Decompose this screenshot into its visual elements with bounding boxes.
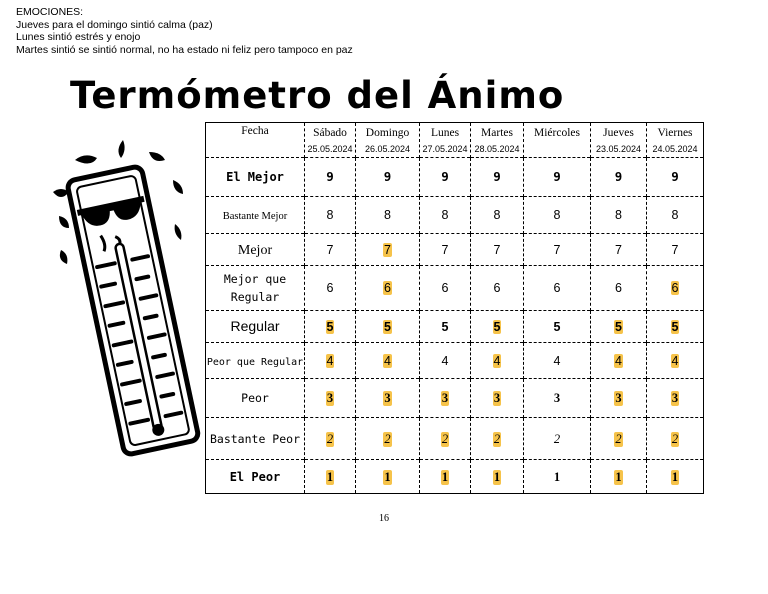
notes-line: Lunes sintió estrés y enojo <box>16 31 141 44</box>
mood-value: 1 <box>553 469 561 484</box>
day-date: 28.05.2024 <box>474 143 520 154</box>
mood-value-cell <box>647 197 704 234</box>
mood-value-cell <box>305 418 356 460</box>
day-name: Domingo <box>365 126 410 139</box>
emotions-notes <box>16 6 353 56</box>
mood-level-label <box>206 197 305 234</box>
mood-value: 9 <box>493 169 501 184</box>
mood-value: 7 <box>671 242 679 257</box>
mood-value: 1 <box>671 469 679 484</box>
page-title: Termómetro del Ánimo <box>70 74 565 117</box>
mood-value: 6 <box>615 281 622 295</box>
mood-value: 5 <box>615 319 622 334</box>
mood-table <box>205 122 704 494</box>
mood-value: 4 <box>384 353 391 368</box>
mood-value: 3 <box>671 391 679 405</box>
mood-value: 7 <box>384 242 391 257</box>
mood-value: 9 <box>671 169 679 184</box>
mood-value-cell <box>471 234 524 266</box>
mood-value: 1 <box>441 469 449 484</box>
mood-value: 4 <box>493 353 501 368</box>
mood-value: 6 <box>384 281 391 295</box>
header-cell <box>206 123 305 158</box>
mood-level-label <box>206 460 305 494</box>
mood-value: 6 <box>493 281 501 295</box>
mood-value-cell <box>591 418 647 460</box>
mood-value-cell <box>524 343 591 379</box>
mood-value: 1 <box>326 469 334 484</box>
mood-value: 8 <box>493 208 501 222</box>
mood-level-text: Peor <box>241 391 269 405</box>
mood-value: 3 <box>493 391 501 405</box>
table-row <box>206 266 704 311</box>
mood-value-cell <box>524 197 591 234</box>
mood-value: 5 <box>553 319 561 334</box>
mood-value-cell <box>471 197 524 234</box>
mood-value: 6 <box>441 281 449 295</box>
mood-value: 9 <box>326 169 334 184</box>
mood-level-text: Peor que Regular <box>206 356 304 368</box>
thermometer-sunglasses-icon <box>45 132 205 462</box>
mood-value: 2 <box>615 431 622 446</box>
mood-level-text: Mejor que Regular <box>223 272 287 304</box>
mood-value-cell <box>305 158 356 197</box>
mood-value: 4 <box>615 353 622 368</box>
mood-level-label <box>206 311 305 343</box>
mood-level-label <box>206 343 305 379</box>
mood-value-cell <box>305 266 356 311</box>
mood-level-label <box>206 234 305 266</box>
mood-value-cell <box>420 460 471 494</box>
mood-value-cell <box>305 197 356 234</box>
mood-value-cell <box>591 266 647 311</box>
mood-value-cell <box>305 460 356 494</box>
page-number: 16 <box>379 513 389 524</box>
mood-value-cell <box>471 158 524 197</box>
mood-value: 8 <box>553 208 561 222</box>
mood-value: 9 <box>441 169 449 184</box>
table-row <box>206 379 704 418</box>
mood-value: 6 <box>553 281 561 295</box>
table-row <box>206 158 704 197</box>
mood-value: 8 <box>615 208 622 222</box>
mood-value-cell <box>524 311 591 343</box>
mood-value: 8 <box>441 208 449 222</box>
mood-level-text: El Peor <box>229 469 281 484</box>
mood-value: 7 <box>493 242 501 257</box>
day-date <box>524 144 590 154</box>
mood-value-cell <box>356 158 420 197</box>
mood-value-cell <box>591 460 647 494</box>
mood-value-cell <box>356 234 420 266</box>
mood-value: 5 <box>671 319 679 334</box>
mood-value-cell <box>647 311 704 343</box>
mood-value-cell <box>591 197 647 234</box>
mood-value-cell <box>356 311 420 343</box>
mood-value: 7 <box>326 242 334 257</box>
mood-value-cell <box>524 266 591 311</box>
mood-value: 3 <box>441 391 449 405</box>
mood-value: 4 <box>441 353 449 368</box>
mood-value-cell <box>356 343 420 379</box>
day-date: 23.05.2024 <box>595 143 642 154</box>
mood-value: 2 <box>384 431 391 446</box>
mood-value-cell <box>471 460 524 494</box>
mood-value: 6 <box>671 281 679 295</box>
mood-value: 5 <box>384 319 391 334</box>
mood-value-cell <box>471 418 524 460</box>
mood-value-cell <box>647 379 704 418</box>
mood-level-text: Mejor <box>237 242 273 258</box>
day-date: 27.05.2024 <box>422 143 468 154</box>
mood-value-cell <box>420 343 471 379</box>
mood-value: 4 <box>553 353 561 368</box>
day-name: Viernes <box>657 126 693 139</box>
mood-value-cell <box>420 379 471 418</box>
mood-value: 3 <box>326 391 334 405</box>
mood-value: 6 <box>326 281 334 295</box>
mood-value-cell <box>471 311 524 343</box>
mood-value-cell <box>305 234 356 266</box>
day-name: Lunes <box>430 126 460 139</box>
mood-value-cell <box>420 266 471 311</box>
mood-value-cell <box>356 460 420 494</box>
mood-value-cell <box>420 418 471 460</box>
mood-value-cell <box>356 197 420 234</box>
mood-value: 9 <box>614 169 623 184</box>
mood-value-cell <box>647 418 704 460</box>
day-date: 24.05.2024 <box>652 143 698 154</box>
day-date: 26.05.2024 <box>364 143 411 154</box>
mood-value-cell <box>305 311 356 343</box>
mood-value-cell <box>647 158 704 197</box>
mood-value: 5 <box>493 319 501 334</box>
mood-value: 7 <box>441 242 449 257</box>
table-row <box>206 343 704 379</box>
mood-level-label <box>206 266 305 311</box>
mood-value-cell <box>471 343 524 379</box>
mood-value-cell <box>420 197 471 234</box>
header-cell <box>471 123 524 158</box>
mood-level-label <box>206 379 305 418</box>
day-name: Sábado <box>313 126 347 139</box>
mood-value: 3 <box>615 391 622 405</box>
mood-value-cell <box>591 234 647 266</box>
mood-value-cell <box>305 379 356 418</box>
mood-value: 2 <box>671 431 679 446</box>
mood-value: 4 <box>326 353 334 368</box>
notes-line: Jueves para el domingo sintió calma (paz) <box>16 18 213 31</box>
header-cell <box>647 123 704 158</box>
mood-level-label <box>206 418 305 460</box>
mood-value: 2 <box>441 431 449 446</box>
mood-value: 5 <box>326 319 334 334</box>
table-header-row <box>206 123 704 158</box>
header-cell <box>591 123 647 158</box>
mood-value-cell <box>591 158 647 197</box>
header-cell <box>305 123 356 158</box>
mood-value-cell <box>420 311 471 343</box>
mood-value-cell <box>524 158 591 197</box>
day-name: Jueves <box>603 126 634 139</box>
table-row <box>206 197 704 234</box>
mood-value-cell <box>524 234 591 266</box>
mood-value-cell <box>591 311 647 343</box>
mood-value: 1 <box>384 469 391 484</box>
mood-value: 2 <box>493 431 501 446</box>
mood-value-cell <box>524 379 591 418</box>
mood-value: 1 <box>615 469 622 484</box>
mood-value: 2 <box>553 431 561 446</box>
mood-value-cell <box>591 379 647 418</box>
mood-value-cell <box>356 418 420 460</box>
fecha-label: Fecha <box>241 125 269 137</box>
mood-value-cell <box>356 379 420 418</box>
mood-value: 3 <box>384 391 391 405</box>
mood-value-cell <box>471 379 524 418</box>
mood-value: 4 <box>671 353 679 368</box>
mood-value-cell <box>647 460 704 494</box>
table-row <box>206 460 704 494</box>
mood-level-label <box>206 158 305 197</box>
mood-level-text: Bastante Peor <box>209 431 300 446</box>
mood-value-cell <box>471 266 524 311</box>
mood-value-cell <box>356 266 420 311</box>
mood-value: 8 <box>671 208 679 222</box>
mood-value: 2 <box>326 431 334 446</box>
mood-level-text: El Mejor <box>226 170 284 184</box>
header-cell <box>524 123 591 158</box>
header-cell <box>420 123 471 158</box>
mood-level-text: Bastante Mejor <box>222 211 288 222</box>
notes-line: Martes sintió se sintió normal, no ha estado ni feliz pero tampoco en paz <box>16 43 353 56</box>
day-name: Miércoles <box>534 126 580 139</box>
header-cell <box>356 123 420 158</box>
day-date: 25.05.2024 <box>307 143 353 154</box>
mood-value-cell <box>420 158 471 197</box>
mood-value: 5 <box>441 319 449 334</box>
mood-value-cell <box>591 343 647 379</box>
mood-value: 7 <box>615 242 622 257</box>
mood-value-cell <box>524 460 591 494</box>
mood-value-cell <box>647 266 704 311</box>
mood-value: 9 <box>553 169 561 184</box>
notes-heading: EMOCIONES: <box>16 6 84 18</box>
mood-value: 9 <box>383 169 392 184</box>
mood-value: 8 <box>384 208 391 222</box>
mood-value-cell <box>420 234 471 266</box>
mood-value: 8 <box>326 208 334 222</box>
table-row <box>206 311 704 343</box>
mood-value-cell <box>524 418 591 460</box>
mood-value-cell <box>647 343 704 379</box>
day-name: Martes <box>481 126 513 139</box>
mood-value-cell <box>647 234 704 266</box>
table-row <box>206 418 704 460</box>
table-row <box>206 234 704 266</box>
mood-value: 1 <box>493 469 501 484</box>
mood-level-text: Regular <box>230 317 280 334</box>
mood-value-cell <box>305 343 356 379</box>
mood-value: 3 <box>553 391 561 405</box>
mood-value: 7 <box>553 242 561 257</box>
